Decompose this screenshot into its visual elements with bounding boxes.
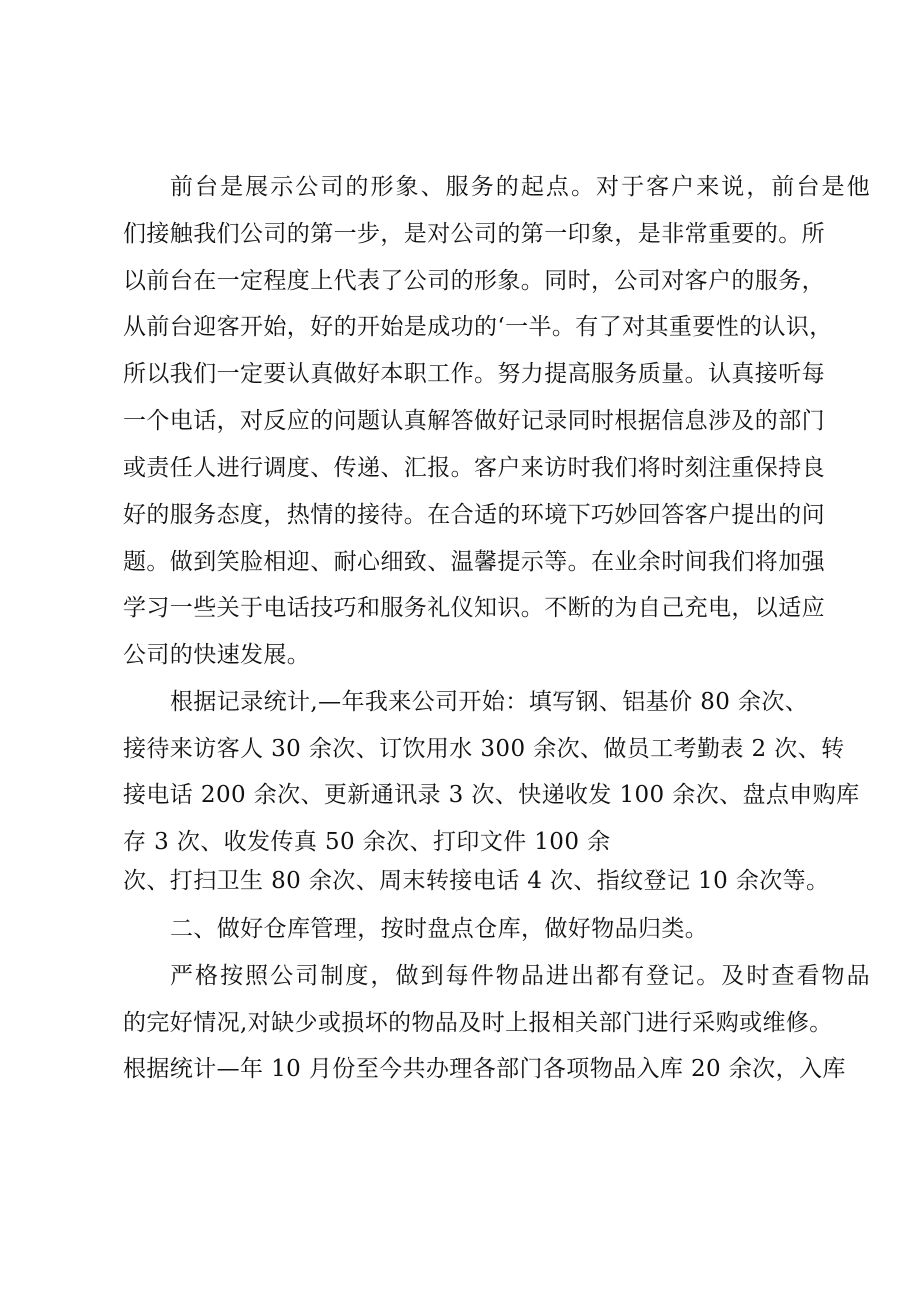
paragraph-1-line-8: 好的服务态度，热情的接待。在合适的环境下巧妙回答客户提出的问 [123, 502, 825, 528]
paragraph-2-line-5: 次、打扫卫生 80 余次、周末转接电话 4 次、指纹登记 10 余次等。 [123, 868, 830, 894]
paragraph-1-line-5: 所以我们一定要认真做好本职工作。努力提高服务质量。认真接听每 [123, 361, 825, 387]
section-heading-warehouse: 二、做好仓库管理，按时盘点仓库，做好物品归类。 [170, 916, 709, 942]
paragraph-1-line-7: 或责任人进行调度、传递、汇报。客户来访时我们将时刻注重保持良 [123, 455, 825, 481]
paragraph-4-line-2: 的完好情况,对缺少或损坏的物品及时上报相关部门进行采购或维修。 [123, 1010, 833, 1036]
paragraph-1-line-9: 题。做到笑脸相迎、耐心细致、温馨提示等。在业余时间我们将加强 [123, 549, 825, 575]
paragraph-1-line-2: 们接触我们公司的第一步，是对公司的第一印象，是非常重要的。所 [123, 221, 825, 247]
paragraph-1-line-11: 公司的快速发展。 [123, 642, 311, 668]
paragraph-2-line-2: 接待来访客人 30 余次、订饮用水 300 余次、做员工考勤表 2 次、转 [123, 736, 845, 762]
paragraph-1-line-4: 从前台迎客开始，好的开始是成功的‘一半。有了对其重要性的认识， [123, 314, 833, 340]
paragraph-4-line-3: 根据统计—年 10 月份至今共办理各部门各项物品入库 20 余次，入库 [123, 1056, 846, 1082]
paragraph-4-line-1: 严格按照公司制度，做到每件物品进出都有登记。及时查看物品 [170, 963, 870, 989]
paragraph-1-line-3: 以前台在一定程度上代表了公司的形象。同时，公司对客户的服务， [123, 268, 825, 294]
paragraph-1-line-10: 学习一些关于电话技巧和服务礼仪知识。不断的为自己充电，以适应 [123, 595, 825, 621]
paragraph-2-line-1: 根据记录统计,—年我来公司开始：填写钢、铝基价 80 余次、 [170, 689, 809, 715]
paragraph-2-line-3: 接电话 200 余次、更新通讯录 3 次、快递收发 100 余次、盘点申购库 [123, 782, 860, 808]
paragraph-1-line-6: 一个电话，对反应的问题认真解答做好记录同时根据信息涉及的部门 [123, 408, 825, 434]
paragraph-1-line-1: 前台是展示公司的形象、服务的起点。对于客户来说，前台是他 [170, 174, 870, 200]
paragraph-2-line-4: 存 3 次、收发传真 50 余次、打印文件 100 余 [123, 829, 611, 855]
